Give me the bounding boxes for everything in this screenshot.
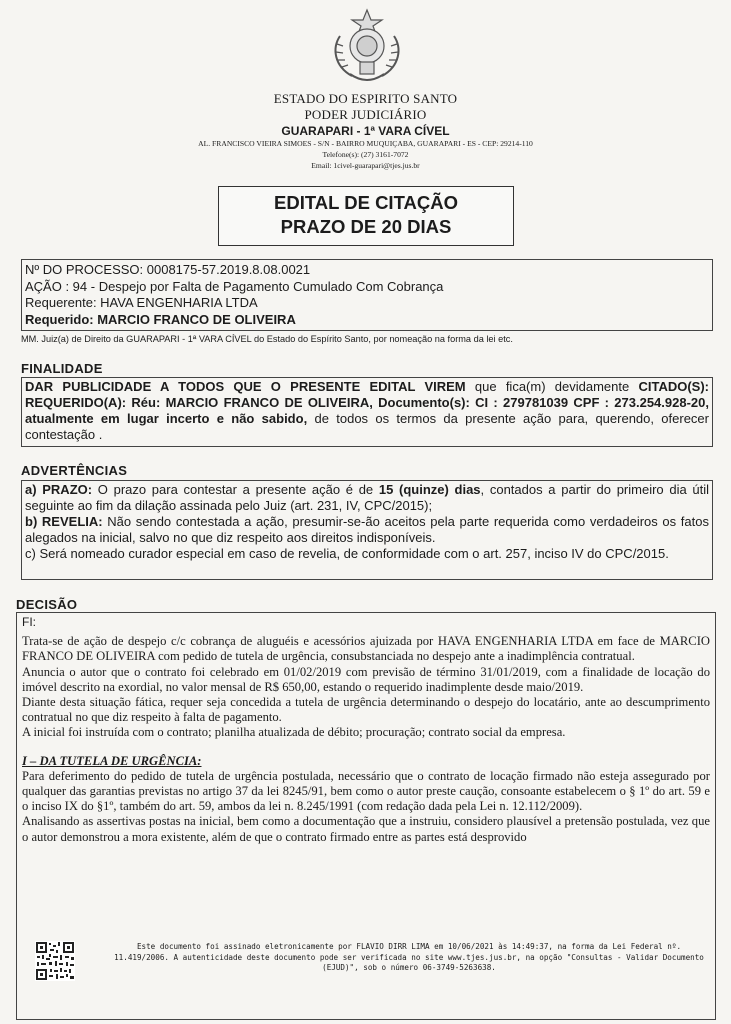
finalidade-text-2: de todos os termos da presente ação para, querendo, oferecer contestação . (25, 411, 709, 442)
decisao-paragraph-3: Diante desta situação fática, requer seja concedida a tutela de urgência determinando o despejo do locatário, ante ao descumprimento contratual no que diz respeito à falta de pagamento. (22, 695, 710, 725)
process-defendant: Requerido: MARCIO FRANCO DE OLIVEIRA (25, 311, 296, 327)
title-box (218, 186, 514, 246)
header-email: Email: 1civel-guarapari@tjes.jus.br (311, 161, 420, 170)
coat-of-arms-icon (322, 6, 412, 90)
advertencia-b (25, 514, 709, 546)
decisao-paragraph-1: Trata-se de ação de despejo c/c cobrança de aluguéis e acessórios ajuizada por HAVA ENGENHARIA LTDA em face de MARCIO FRANCO DE OLIVEIRA com pedido de tutela de urgência, consubstanciada no despejo ante a inadimplência contratual. (22, 634, 710, 664)
title-line-2: PRAZO DE 20 DIAS (280, 216, 452, 237)
decisao-fl: FI: (22, 615, 36, 629)
title-line-1: EDITAL DE CITAÇÃO (274, 192, 458, 213)
header-power: PODER JUDICIÁRIO (304, 107, 427, 122)
decisao-subheading: I – DA TUTELA DE URGÊNCIA: (22, 753, 202, 768)
advertencias-box (21, 480, 713, 580)
advertencia-b-text: Não sendo contestada a ação, presumir-se-ão aceitos pela parte requerida como verdadeiros os fatos alegados na inicial, salvo no que diz respeito aos direitos indisponíveis. (25, 514, 709, 545)
header-address: AL. FRANCISCO VIEIRA SIMOES - S/N - BAIRRO MUQUIÇABA, GUARAPARI - ES - CEP: 29214-110 (198, 139, 533, 148)
process-number: Nº DO PROCESSO: 0008175-57.2019.8.08.0021 (25, 262, 311, 277)
finalidade-box (21, 377, 713, 447)
qr-code-icon (35, 941, 75, 981)
decisao-paragraph-4: A inicial foi instruída com o contrato; planilha atualizada de débito; procuração; contrato social da empresa. (22, 725, 566, 740)
advertencia-c: c) Será nomeado curador especial em caso de revelia, de conformidade com o art. 257, inciso IV do CPC/2015. (25, 546, 669, 561)
advertencia-a-label: a) PRAZO: (25, 482, 93, 497)
header-court: GUARAPARI - 1ª VARA CÍVEL (281, 124, 450, 138)
judge-line: MM. Juiz(a) de Direito da GUARAPARI - 1ª VARA CÍVEL do Estado do Espírito Santo, por nomeação na forma da lei etc. (21, 334, 513, 344)
finalidade-bold-1: DAR PUBLICIDADE A TODOS QUE O PRESENTE EDITAL VIREM (25, 379, 466, 394)
signature-text: Este documento foi assinado eletronicamente por FLAVIO DIRR LIMA em 10/06/2021 às 14:49:37, na forma da Lei Federal nº. 11.419/2006. A autenticidade deste documento pode ser verificada no site www.tjes.jus.br, na opção "Consultas - Validar Documento (EJUD)", sob o número 06-3749-5263638. (114, 942, 704, 972)
header-state: ESTADO DO ESPIRITO SANTO (273, 91, 458, 106)
decisao-paragraph-6: Analisando as assertivas postas na inicial, bem como a documentação que a instruiu, considero plausível a pretensão postulada, vez que o autor demonstrou a mora existente, além de que o contrato firmado entre as partes está desprovido (22, 814, 710, 844)
advertencia-a-bold: 15 (quinze) dias (378, 482, 481, 497)
advertencia-a-text-1: O prazo para contestar a presente ação é de (92, 482, 379, 497)
decisao-heading: DECISÃO (16, 597, 78, 612)
finalidade-bold-2: CITADO(S): REQUERIDO(A): Réu: MARCIO FRANCO DE OLIVEIRA, Documento(s): CI : 279781039 CPF : 273.254.928-20, atualmente em lugar incerto e não sabido, (25, 379, 709, 426)
finalidade-text-1: que fica(m) devidamente (465, 379, 639, 394)
process-action: AÇÃO : 94 - Despejo por Falta de Pagamento Cumulado Com Cobrança (25, 278, 444, 294)
signature-footer (29, 937, 711, 997)
advertencias-heading: ADVERTÊNCIAS (21, 463, 128, 478)
header-phone: Telefone(s): (27) 3161-7072 (322, 150, 409, 159)
process-plaintiff: Requerente: HAVA ENGENHARIA LTDA (25, 295, 258, 310)
decisao-paragraph-2: Anuncia o autor que o contrato foi celebrado em 01/02/2019 com previsão de término 31/01/2019, com a finalidade de locação do imóvel descrito na exordial, no valor mensal de R$ 650,00, estando o requerido inadimplente desde maio/2019. (22, 664, 710, 694)
decisao-box (16, 612, 716, 1020)
advertencia-b-label: b) REVELIA: (25, 514, 103, 529)
advertencia-a (25, 482, 709, 514)
finalidade-heading: FINALIDADE (21, 361, 103, 376)
decisao-paragraph-5: Para deferimento do pedido de tutela de urgência postulada, necessário que o contrato de locação firmado não esteja assegurado por qualquer das garantias previstas no artigo 37 da lei 8245/91, bem como o autor preste caução, consoante estabelecem o § 1º do art. 59 e o inciso IX do §1º, também do art. 59, ambos da lei n. 8.245/1991 (com redação dada pela Lei n. 12.112/2009). (22, 768, 710, 814)
process-box (21, 259, 713, 331)
advertencia-a-text-2: , contados a partir do primeiro dia útil seguinte ao fim da dilação assinada pelo Juiz (art. 231, IV, CPC/2015); (25, 482, 710, 513)
